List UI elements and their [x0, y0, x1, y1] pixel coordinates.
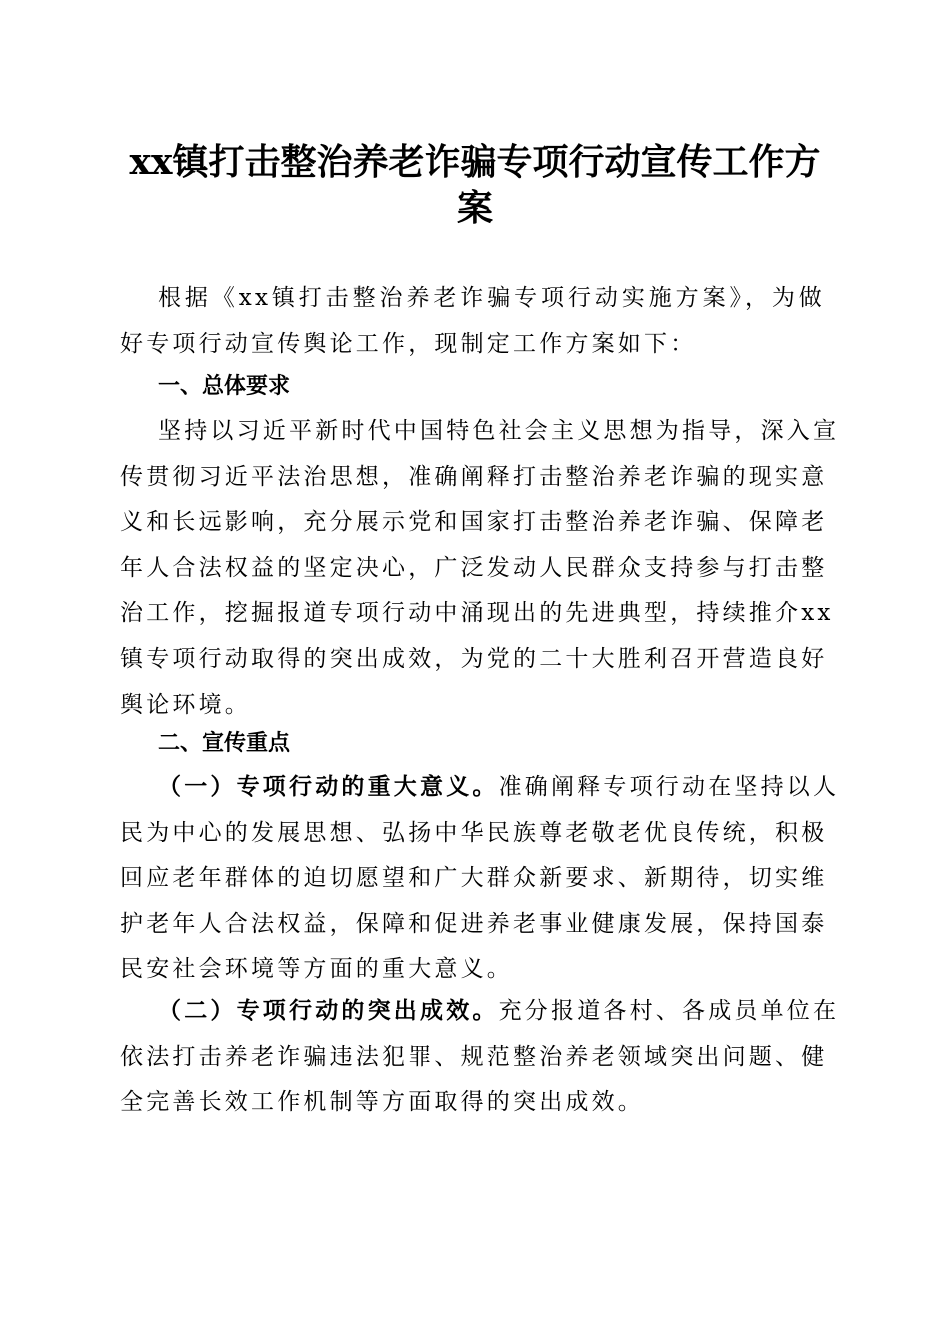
paragraph-line: 回应老年群体的迫切愿望和广大群众新要求、新期待，切实维 [120, 865, 828, 892]
paragraph-line [120, 989, 840, 1035]
section-heading-general-requirements: 一、总体要求 [158, 374, 291, 399]
paragraph-line: 传贯彻习近平法治思想，准确阐释打击整治养老诈骗的现实意 [120, 463, 828, 490]
paragraph-line: 护老年人合法权益，保障和促进养老事业健康发展，保持国泰 [120, 910, 828, 937]
section1-paragraph [120, 409, 840, 728]
paragraph-text: 准确阐释专项行动在坚持以人 [498, 774, 840, 800]
paragraph-line: 根据《xx镇打击整治养老诈骗专项行动实施方案》，为做 [158, 285, 825, 311]
paragraph-line: 民安社会环境等方面的重大意义。 [120, 956, 513, 983]
sub-heading-achievements: （二）专项行动的突出成效。 [158, 998, 499, 1024]
paragraph-line: 依法打击养老诈骗违法犯罪、规范整治养老领域突出问题、健 [120, 1043, 828, 1070]
document-title-line-2: 案 [456, 187, 493, 229]
paragraph-line [120, 765, 840, 811]
sub-heading-significance: （一）专项行动的重大意义。 [158, 774, 499, 800]
section2-item2-paragraph [120, 989, 840, 1126]
paragraph-line: 民为中心的发展思想、弘扬中华民族尊老敬老优良传统，积极 [120, 819, 828, 846]
paragraph-text: 充分报道各村、各成员单位在 [498, 998, 840, 1024]
paragraph-line: 舆论环境。 [120, 691, 251, 718]
paragraph-line: 年人合法权益的坚定决心，广泛发动人民群众支持参与打击整 [120, 554, 828, 581]
paragraph-line: 全完善长效工作机制等方面取得的突出成效。 [120, 1089, 644, 1116]
paragraph-line: 好专项行动宣传舆论工作，现制定工作方案如下： [120, 330, 697, 357]
section2-item1-paragraph [120, 765, 840, 993]
document-title-line-1: xx镇打击整治养老诈骗专项行动宣传工作方 [129, 141, 821, 183]
paragraph-line: 镇专项行动取得的突出成效，为党的二十大胜利召开营造良好 [120, 645, 828, 672]
paragraph-line: 坚持以习近平新时代中国特色社会主义思想为指导，深入宣 [158, 418, 840, 444]
intro-paragraph [120, 276, 825, 367]
paragraph-line: 义和长远影响，充分展示党和国家打击整治养老诈骗、保障老 [120, 509, 828, 536]
section-heading-publicity-focus: 二、宣传重点 [158, 731, 291, 756]
paragraph-line: 治工作，挖掘报道专项行动中涌现出的先进典型，持续推介xx [120, 600, 834, 627]
